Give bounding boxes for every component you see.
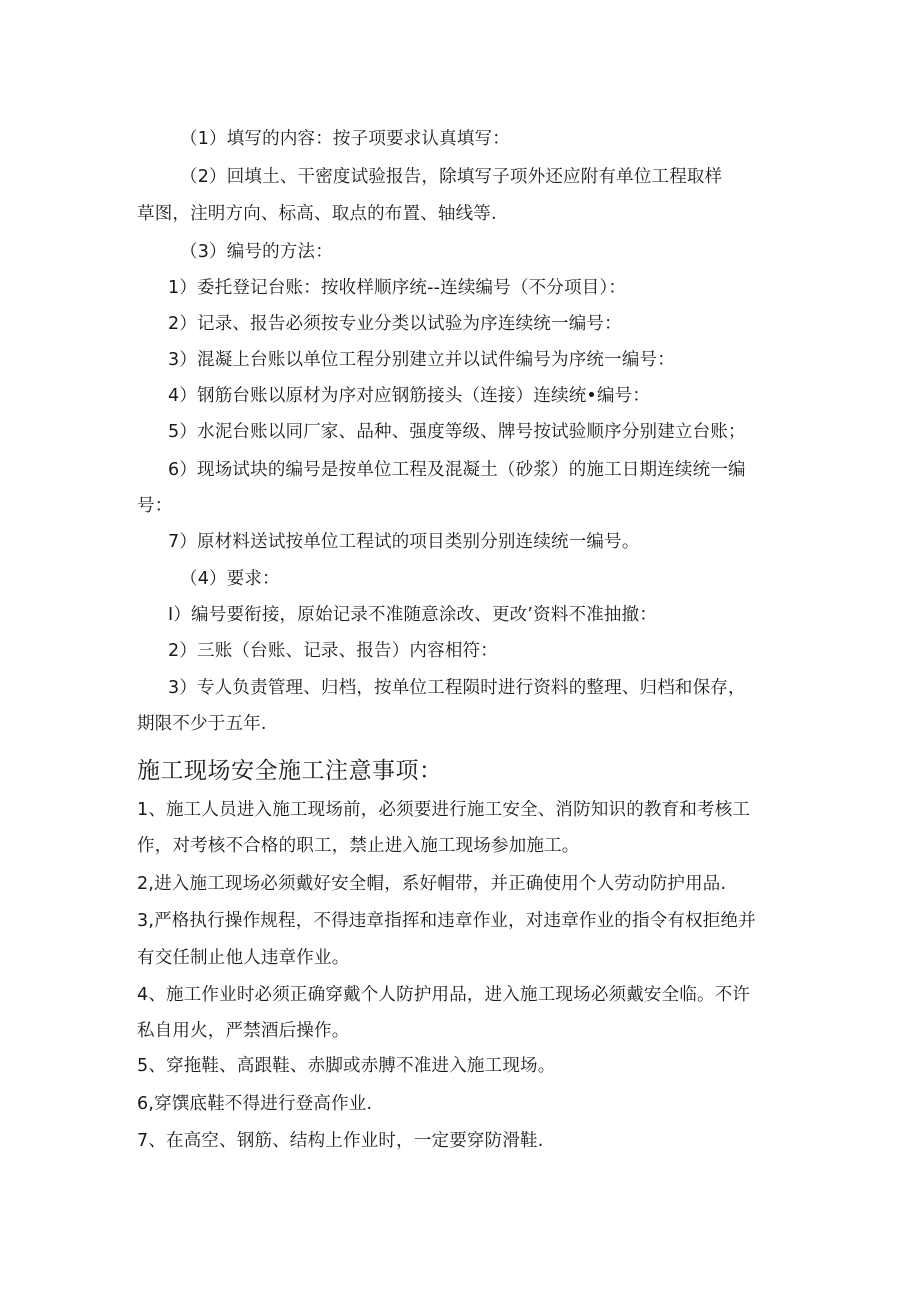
paragraph-line: （3）编号的方法：	[180, 242, 333, 262]
paragraph-line: 5）水泥台账以同厂家、品种、强度等级、牌号按试验顺序分别建立台账；	[168, 422, 746, 442]
paragraph-line: 3,严格执行操作规程，不得违章指挥和违章作业，对违章作业的指令有权拒绝并	[137, 911, 756, 931]
paragraph-line: 期限不少于五年.	[137, 714, 267, 734]
section-heading: 施工现场安全施工注意事项：	[137, 758, 443, 784]
paragraph-line: 7、在高空、钢筋、结构上作业时，一定要穿防滑鞋.	[137, 1131, 544, 1151]
paragraph-line: 3）专人负责管理、归档，按单位工程陨时进行资料的整理、归档和保存，	[168, 678, 746, 698]
paragraph-line: 4、施工作业时必须正确穿戴个人防护用品，进入施工现场必须戴安全临。不许	[137, 985, 751, 1005]
paragraph-line: 号：	[137, 496, 173, 516]
paragraph-line: 5、穿拖鞋、高跟鞋、赤脚或赤膊不准进入施工现场。	[137, 1056, 556, 1076]
paragraph-line: 7）原材料送试按单位工程试的项目类别分别连续统一编号。	[168, 532, 640, 552]
paragraph-line: 6）现场试块的编号是按单位工程及混凝土（砂浆）的施工日期连续统一编	[168, 460, 746, 480]
paragraph-line: （2）回填土、干密度试验报告，除填写子项外还应附有单位工程取样	[180, 167, 723, 187]
paragraph-line: 6,穿馔底鞋不得进行登高作业.	[137, 1094, 373, 1114]
paragraph-line: 2,进入施工现场必须戴好安全帽，系好帽带，并正确使用个人劳动防护用品.	[137, 874, 727, 894]
paragraph-line: 1）委托登记台账：按收样顺序统--连续编号（不分项目）：	[168, 278, 627, 298]
paragraph-line: 2）三账（台账、记录、报告）内容相符：	[168, 641, 498, 661]
paragraph-line: （1）填写的内容：按子项要求认真填写：	[180, 129, 510, 149]
paragraph-line: 2）记录、报告必须按专业分类以试验为序连续统一编号：	[168, 314, 622, 334]
paragraph-line: （4）要求：	[180, 569, 280, 589]
paragraph-line: 作，对考核不合格的职工，禁止进入施工现场参加施工。	[137, 836, 580, 856]
paragraph-line: 1、施工人员进入施工现场前，必须要进行施工安全、消防知识的教育和考核工	[137, 800, 751, 820]
paragraph-line: 私自用火，严禁酒后操作。	[137, 1021, 350, 1041]
paragraph-line: I）编号要衔接，原始记录不准随意涂改、更改’资料不准抽撤：	[168, 605, 658, 625]
paragraph-line: 有交任制止他人违章作业。	[137, 948, 350, 968]
paragraph-line: 草图，注明方向、标高、取点的布置、轴线等.	[137, 204, 497, 224]
paragraph-line: 3）混凝上台账以单位工程分别建立并以试件编号为序统一编号：	[168, 350, 675, 370]
paragraph-line: 4）钢筋台账以原材为序对应钢筋接头（连接）连续统•编号：	[168, 386, 651, 406]
